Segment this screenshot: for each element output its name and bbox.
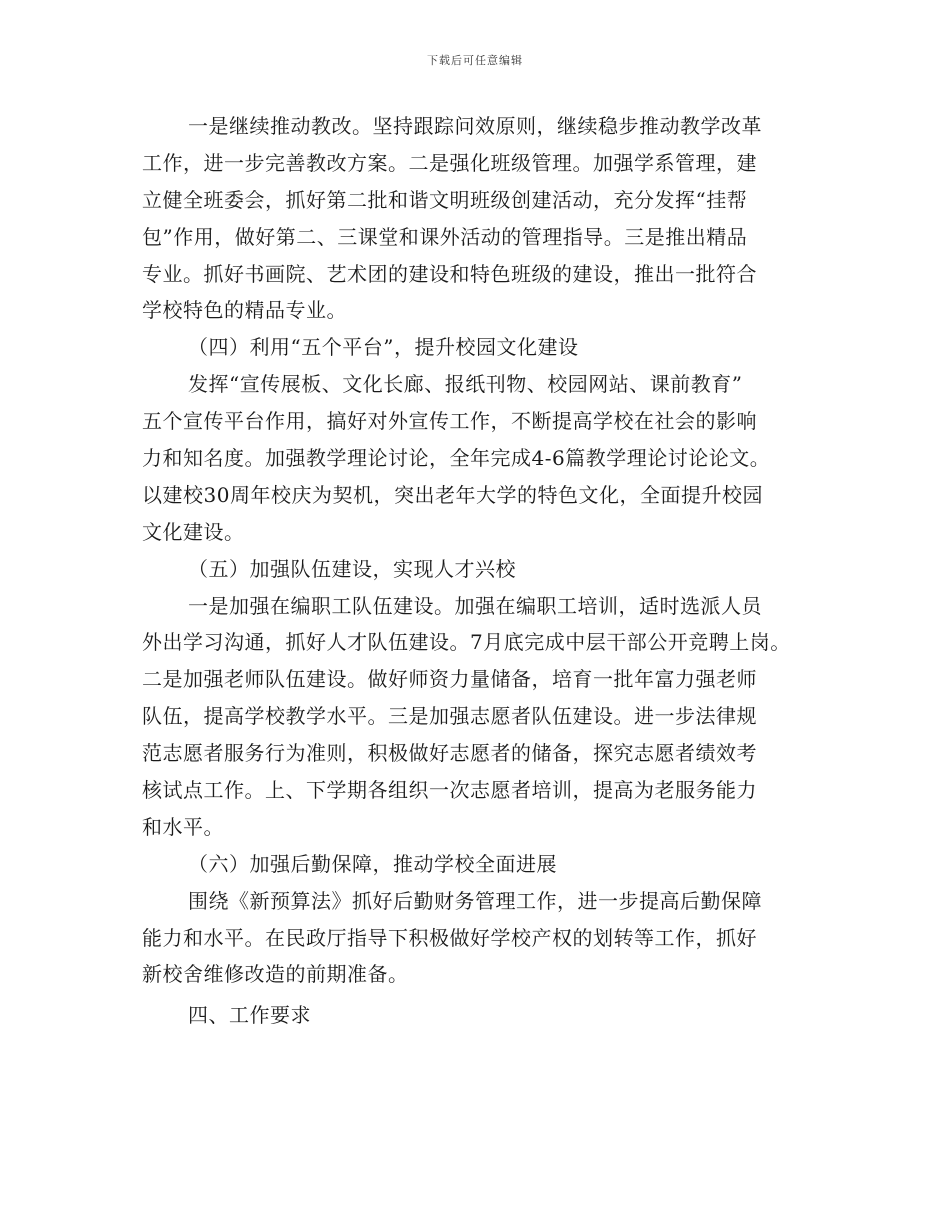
section-heading: （六）加强后勤保障，推动学校全面进展 [188, 851, 557, 876]
text-line: 力和知名度。加强教学理论讨论，全年完成4-6篇教学理论讨论论文。 [142, 446, 771, 471]
section-heading: 四、工作要求 [188, 1003, 311, 1028]
text-line: 一是继续推动教改。坚持跟踪问效原则，继续稳步推动教学改革 [188, 114, 762, 138]
text-line: 一是加强在编职工队伍建设。加强在编职工培训，适时选派人员 [188, 593, 762, 618]
text-line: 立健全班委会，抓好第二批和谐文明班级创建活动，充分发挥“挂帮 [142, 187, 748, 212]
text-line: 学校特色的精品专业。 [142, 298, 347, 323]
document-body [142, 108, 862, 1034]
text-line: 核试点工作。上、下学期各组织一次志愿者培训，提高为老服务能力 [142, 778, 757, 803]
text-line: 二是加强老师队伍建设。做好师资力量储备，培育一批年富力强老师 [142, 667, 757, 692]
text-line: 专业。抓好书画院、艺术团的建设和特色班级的建设，推出一批符合 [142, 261, 757, 286]
text-line: 围绕《新预算法》抓好后勤财务管理工作，进一步提高后勤保障 [188, 888, 762, 913]
section-heading: （五）加强队伍建设，实现人才兴校 [188, 556, 516, 581]
text-line: 发挥“宣传展板、文化长廊、报纸刊物、校园网站、课前教育” [188, 372, 743, 397]
text-line: 能力和水平。在民政厅指导下积极做好学校产权的划转等工作，抓好 [142, 925, 757, 950]
text-line: 和水平。 [142, 814, 224, 839]
text-line: 工作，进一步完善教改方案。二是强化班级管理。加强学系管理，建 [142, 150, 757, 175]
text-line: 队伍，提高学校教学水平。三是加强志愿者队伍建设。进一步法律规 [142, 704, 757, 729]
text-line: 五个宣传平台作用，搞好对外宣传工作，不断提高学校在社会的影响 [142, 409, 757, 434]
text-line: 以建校30周年校庆为契机，突出老年大学的特色文化，全面提升校园 [142, 482, 763, 507]
section-heading: （四）利用“五个平台”，提升校园文化建设 [188, 335, 579, 360]
text-line: 范志愿者服务行为准则，积极做好志愿者的储备，探究志愿者绩效考 [142, 741, 757, 766]
page-header: 下载后可任意编辑 [427, 54, 523, 67]
text-line: 外出学习沟通，抓好人才队伍建设。7月底完成中层干部公开竞聘上岗。 [142, 630, 791, 655]
text-line: 新校舍维修改造的前期准备。 [142, 962, 409, 987]
text-line: 包”作用，做好第二、三课堂和课外活动的管理指导。三是推出精品 [142, 224, 748, 249]
text-line: 文化建设。 [142, 519, 245, 544]
